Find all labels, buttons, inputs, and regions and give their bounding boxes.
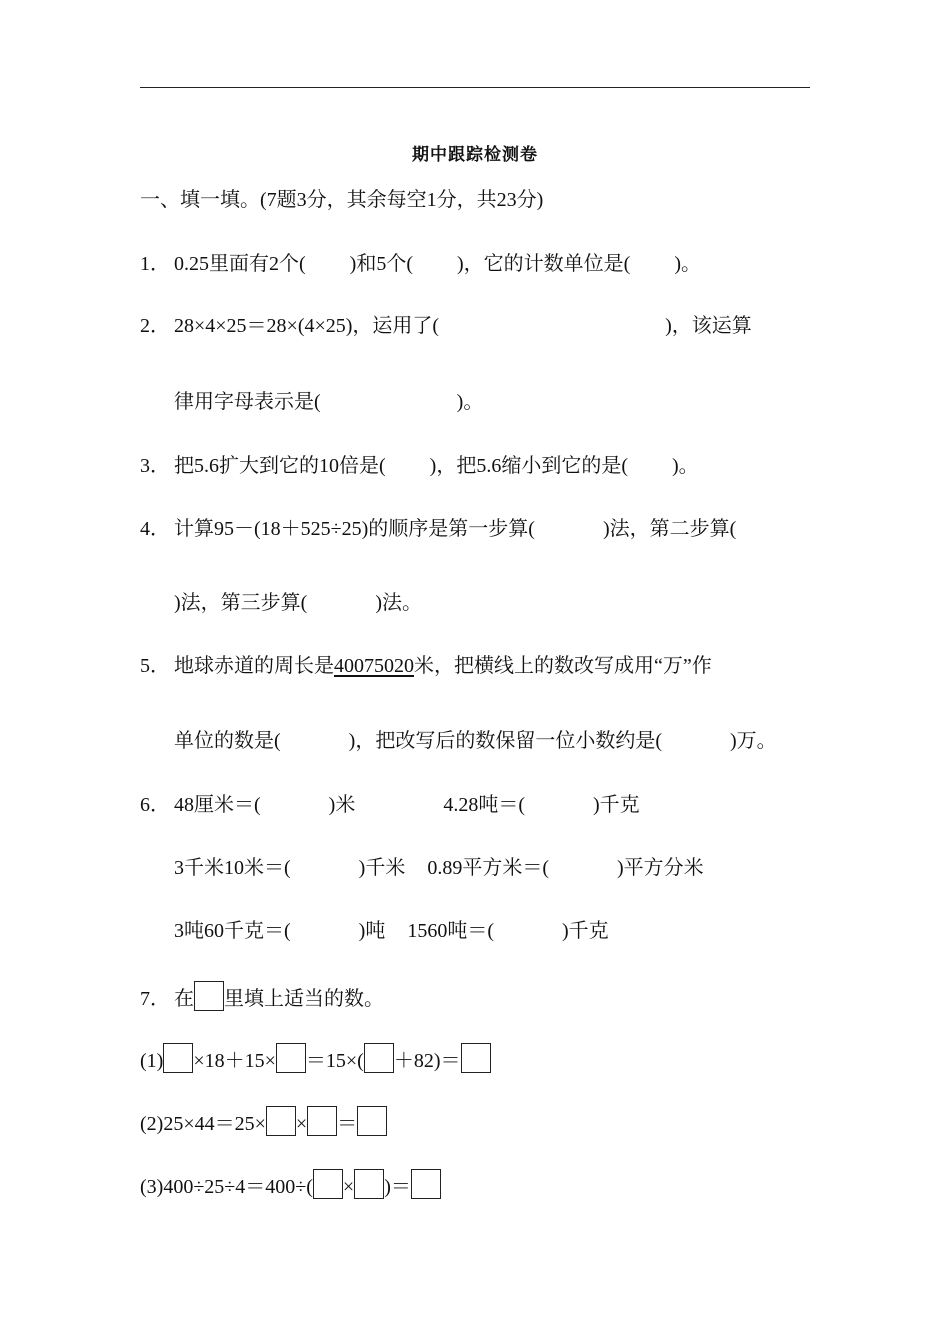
text: )，它的计数单位是( bbox=[457, 253, 631, 275]
text: 把5.6扩大到它的10倍是( bbox=[174, 455, 386, 477]
question-number: 3． bbox=[140, 455, 170, 477]
question-number: 6． bbox=[140, 794, 170, 816]
text: )＝ bbox=[384, 1176, 411, 1198]
answer-box[interactable] bbox=[364, 1043, 394, 1073]
text: )，该运算 bbox=[665, 315, 752, 337]
answer-box[interactable] bbox=[411, 1169, 441, 1199]
question-5-line2 bbox=[174, 728, 777, 754]
text: )吨 bbox=[358, 920, 386, 942]
text: 在 bbox=[174, 988, 194, 1010]
question-7-sub2 bbox=[140, 1106, 387, 1135]
text: )，把改写后的数保留一位小数约是( bbox=[348, 730, 662, 752]
answer-box[interactable] bbox=[354, 1169, 384, 1199]
text: (1) bbox=[140, 1050, 164, 1072]
text: 0.89平方米＝( bbox=[427, 857, 550, 879]
question-7 bbox=[140, 981, 384, 1010]
text: ＋82)＝ bbox=[393, 1050, 461, 1072]
text: ×18＋15× bbox=[193, 1050, 276, 1072]
text: ＝ bbox=[337, 1113, 358, 1135]
question-number: 5． bbox=[140, 655, 170, 677]
answer-box[interactable] bbox=[266, 1106, 296, 1136]
text: )平方分米 bbox=[617, 857, 704, 879]
question-2 bbox=[140, 313, 752, 339]
answer-box[interactable] bbox=[461, 1043, 491, 1073]
text: 计算95－(18＋525÷25)的顺序是第一步算( bbox=[174, 518, 535, 540]
underlined-number: 40075020 bbox=[334, 655, 414, 677]
question-7-sub1 bbox=[140, 1043, 491, 1072]
text: 地球赤道的周长是 bbox=[174, 655, 334, 677]
text: 1560吨＝( bbox=[407, 920, 495, 942]
text: )千米 bbox=[358, 857, 406, 879]
question-2-line2 bbox=[174, 389, 483, 415]
question-number: 4． bbox=[140, 518, 170, 540]
text: × bbox=[295, 1113, 308, 1135]
question-7-sub3 bbox=[140, 1169, 441, 1198]
question-1 bbox=[140, 251, 701, 277]
question-number: 1． bbox=[140, 253, 170, 275]
question-5 bbox=[140, 653, 712, 679]
page-title: 期中跟踪检测卷 bbox=[412, 145, 538, 165]
text: )千克 bbox=[593, 794, 640, 816]
answer-box[interactable] bbox=[357, 1106, 387, 1136]
text: )万。 bbox=[730, 730, 777, 752]
text: )。 bbox=[456, 391, 484, 413]
text: )千克 bbox=[562, 920, 609, 942]
text: )，把5.6缩小到它的是( bbox=[429, 455, 628, 477]
question-6-row3 bbox=[174, 918, 609, 944]
text: 里填上适当的数。 bbox=[224, 988, 384, 1010]
text: )。 bbox=[672, 455, 699, 477]
answer-box[interactable] bbox=[307, 1106, 337, 1136]
text: 米，把横线上的数改写成用“万”作 bbox=[414, 655, 712, 677]
text: 0.25里面有2个( bbox=[174, 253, 306, 275]
header-rule bbox=[140, 87, 810, 88]
text: (2)25×44＝25× bbox=[140, 1113, 266, 1135]
text: 48厘米＝( bbox=[174, 794, 261, 816]
question-number: 7． bbox=[140, 988, 170, 1010]
text: ＝15×( bbox=[305, 1050, 364, 1072]
question-4-line2 bbox=[174, 590, 422, 616]
text: )法，第三步算( bbox=[174, 592, 308, 614]
text: 28×4×25＝28×(4×25)，运用了( bbox=[174, 315, 440, 337]
text: 3吨60千克＝( bbox=[174, 920, 291, 942]
text: )法，第二步算( bbox=[602, 518, 737, 540]
text: 单位的数是( bbox=[174, 730, 281, 752]
text: (3)400÷25÷4＝400÷( bbox=[140, 1176, 313, 1198]
answer-box[interactable] bbox=[163, 1043, 193, 1073]
text: )法。 bbox=[375, 592, 422, 614]
answer-box bbox=[194, 981, 224, 1011]
answer-box[interactable] bbox=[313, 1169, 343, 1199]
question-number: 2． bbox=[140, 315, 170, 337]
question-6-row2 bbox=[174, 855, 704, 881]
text: )和5个( bbox=[349, 253, 413, 275]
question-6 bbox=[140, 792, 640, 818]
text: 律用字母表示是( bbox=[174, 391, 321, 413]
answer-box[interactable] bbox=[276, 1043, 306, 1073]
text: × bbox=[342, 1176, 355, 1198]
text: 4.28吨＝( bbox=[443, 794, 526, 816]
text: 3千米10米＝( bbox=[174, 857, 291, 879]
question-4 bbox=[140, 516, 736, 542]
text: )米 bbox=[328, 794, 356, 816]
section-heading: 一、填一填。(7题3分，其余每空1分，共23分) bbox=[140, 189, 544, 211]
text: )。 bbox=[674, 253, 701, 275]
question-3 bbox=[140, 453, 699, 479]
